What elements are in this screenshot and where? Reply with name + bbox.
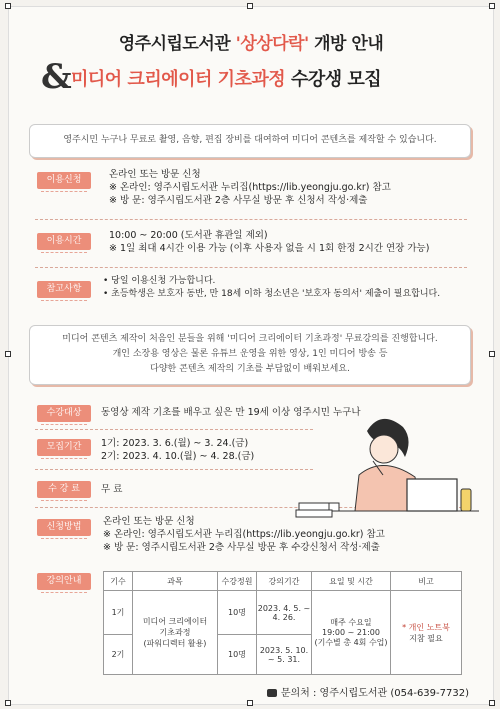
contact-info <box>267 684 469 699</box>
notes-text <box>103 275 440 301</box>
apply-line: ※ 방 문: 영주시립도서관 2층 사무실 방문 후 신청서 작성·제출 <box>109 195 368 206</box>
hours-text <box>109 229 429 255</box>
subject-line: 미디어 크리에이터 <box>142 617 208 626</box>
fee-label: 수 강 료 <box>37 481 91 498</box>
divider <box>35 469 313 470</box>
schedule-line: 매주 수요일 <box>330 618 372 627</box>
course-intro-box <box>29 325 471 385</box>
period-line: 2기: 2023. 4. 10.(월) ~ 4. 28.(금) <box>101 451 255 462</box>
resize-handle[interactable] <box>489 3 495 9</box>
phone-icon <box>267 689 277 697</box>
poster <box>8 6 494 705</box>
table-cell: 1기 <box>104 591 133 635</box>
course-intro-line: 미디어 콘텐츠 제작이 처음인 분들을 위해 '미디어 크리에이터 기초과정' 무료강의를 진행합니다. <box>62 334 438 344</box>
poster-title <box>9 29 493 54</box>
title-text-end: 개방 안내 <box>308 34 384 54</box>
target-text: 동영상 제작 기초를 배우고 싶은 만 19세 이상 영주시민 누구나 <box>101 407 361 418</box>
note-line: * 개인 노트북 <box>402 622 450 632</box>
table-cell: 2023. 5. 10. ~ 5. 31. <box>257 635 312 675</box>
guide-label: 강의안내 <box>37 573 91 590</box>
subject-line: (파워디렉터 활용) <box>143 639 207 648</box>
course-intro-text <box>30 326 470 377</box>
table-header: 과목 <box>133 572 218 591</box>
title-text: 영주시립도서관 <box>118 34 236 54</box>
resize-handle[interactable] <box>5 700 11 706</box>
period-text <box>101 437 254 463</box>
notes-label: 참고사항 <box>37 281 91 298</box>
notes-line: • 초등학생은 보호자 동반, 만 18세 이하 청소년은 '보호자 동의서' 제출이 필요합니다. <box>103 289 441 299</box>
hours-line: 10:00 ~ 20:00 (도서관 휴관일 제외) <box>109 230 268 241</box>
subtitle-text: 수강생 모집 <box>285 69 382 90</box>
course-intro-line: 다양한 콘텐츠 제작의 기초를 부담없이 배워보세요. <box>150 364 350 374</box>
period-line: 1기: 2023. 3. 6.(월) ~ 3. 24.(금) <box>101 438 249 449</box>
table-cell: 2기 <box>104 635 133 675</box>
course-table <box>103 571 462 675</box>
table-header: 기수 <box>104 572 133 591</box>
apply-text <box>109 168 391 207</box>
table-header: 비고 <box>391 572 462 591</box>
notes-line: • 당일 이용신청 가능합니다. <box>103 276 216 286</box>
target-label: 수강대상 <box>37 405 91 422</box>
hours-line: ※ 1일 최대 4시간 이용 가능 (이후 사용자 없을 시 1회 한정 2시간 연장 가능) <box>109 243 430 254</box>
fee-text: 무 료 <box>101 484 123 495</box>
subtitle-highlight: 미디어 크리에이터 기초과정 <box>71 69 286 90</box>
apply-line: 온라인 또는 방문 신청 <box>109 169 201 180</box>
apply-line: ※ 온라인: 영주시립도서관 누리집(https://lib.yeongju.go.kr) 참고 <box>109 182 391 193</box>
hours-label: 이용시간 <box>37 233 91 250</box>
illustration-person-laptop <box>329 407 479 522</box>
table-header: 강의기간 <box>257 572 312 591</box>
title-highlight: '상상다락' <box>235 34 309 54</box>
table-header: 수강정원 <box>218 572 257 591</box>
resize-handle[interactable] <box>247 3 253 9</box>
method-line: ※ 온라인: 영주시립도서관 누리집(https://lib.yeongju.go.kr) 참고 <box>103 529 385 540</box>
table-header: 요일 및 시간 <box>312 572 391 591</box>
intro-box <box>29 124 471 158</box>
divider <box>35 267 467 268</box>
resize-handle[interactable] <box>489 700 495 706</box>
note-line: 지참 필요 <box>409 633 443 643</box>
resize-handle[interactable] <box>489 351 495 357</box>
intro-text: 영주시민 누구나 무료로 촬영, 음향, 편집 장비를 대여하여 미디어 콘텐츠를 제작할 수 있습니다. <box>63 135 437 145</box>
resize-handle[interactable] <box>5 351 11 357</box>
apply-label: 이용신청 <box>37 172 91 189</box>
table-cell: 2023. 4. 5. ~ 4. 26. <box>257 591 312 635</box>
method-line: 온라인 또는 방문 신청 <box>103 516 195 527</box>
divider <box>35 429 313 430</box>
subject-line: 기초과정 <box>159 628 191 637</box>
table-cell: 10명 <box>218 635 257 675</box>
resize-handle[interactable] <box>5 3 11 9</box>
contact-text: 문의처 : 영주시립도서관 (054-639-7732) <box>280 688 469 699</box>
schedule-cell <box>312 591 391 675</box>
period-label: 모집기간 <box>37 439 91 456</box>
schedule-line: (기수별 총 4회 수업) <box>314 638 388 647</box>
ampersand: & <box>41 57 72 97</box>
method-label: 신청방법 <box>37 519 91 536</box>
schedule-line: 19:00 ~ 21:00 <box>322 628 380 637</box>
books-icon <box>294 501 334 519</box>
poster-subtitle <box>71 65 381 91</box>
subject-cell <box>133 591 218 675</box>
resize-handle[interactable] <box>247 700 253 706</box>
course-intro-line: 개인 소장용 영상은 물론 유튜브 운영을 위한 영상, 1인 미디어 방송 등 <box>112 349 388 359</box>
method-line: ※ 방 문: 영주시립도서관 2층 사무실 방문 후 수강신청서 작성·제출 <box>103 542 380 553</box>
note-cell <box>391 591 462 675</box>
table-row <box>104 591 462 635</box>
table-cell: 10명 <box>218 591 257 635</box>
divider <box>35 219 467 220</box>
table-header-row <box>104 572 462 591</box>
